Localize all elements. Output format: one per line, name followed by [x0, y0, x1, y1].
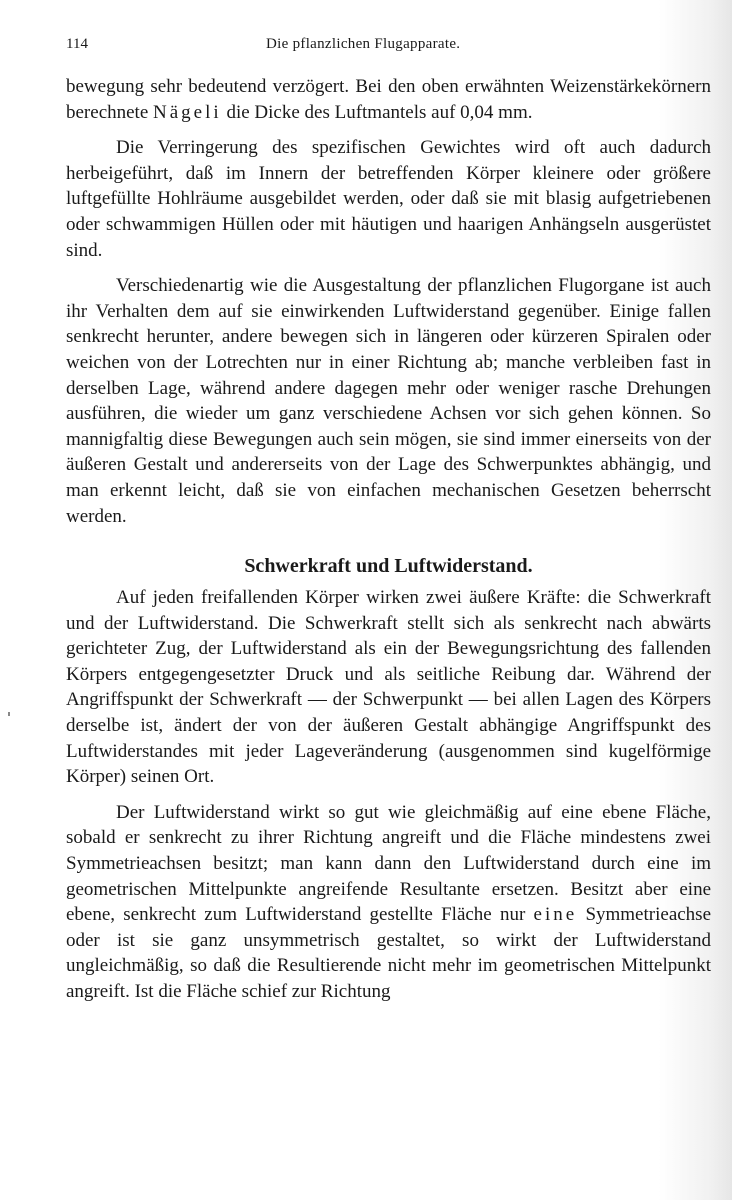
paragraph-text: bewegung sehr bedeutend verzögert. Bei den oben erwähnten Weizenstärkekörnern berechnete — [66, 76, 711, 123]
paragraph-specific-weight: Die Verringerung des spezifischen Gewichtes wird oft auch dadurch herbeigeführt, daß im Innern der betreffenden Körper kleinere oder größere luftgefüllte Hohlräume ausgebildet werden, oder daß sie mit blasig aufgetriebenen oder schwammigen Hüllen oder mit häutigen und haarigen Anhängseln ausgerüstet sind. — [66, 137, 711, 261]
emphasized-word: eine — [533, 904, 578, 926]
paragraph-text: Der Luftwiderstand wirkt so gut wie gleichmäßig auf eine ebene Fläche, sobald er senkrecht zu ihrer Richtung angreift und die Fläche mindestens zwei Symmetrieachsen besitzt; man kann dann den Luftwiderstand durch eine im geometrischen Mittelpunkte angreifende Resultante ersetzen. Besitzt aber eine ebene, senkrecht zum Luftwiderstand gestellte Fläche nur — [66, 801, 711, 926]
paragraph-text: Symmetrieachse oder ist sie ganz unsymmetrisch gestaltet, so wirkt der Luftwiderstand ungleichmäßig, so daß die Resultierende nicht mehr im geometrischen Mittelpunkt angreift. Ist die Fläche schief zur Richtung — [66, 904, 712, 1002]
paragraph-forces: Auf jeden freifallenden Körper wirken zwei äußere Kräfte: die Schwerkraft und der Luftwiderstand. Die Schwerkraft stellt sich als senkrecht nach abwärts gerichteter Zug, der Luftwiderstand als ein der Bewegungsrichtung des fallenden Körpers entgegengesetzter Druck und als seitliche Reibung dar. Während der Angriffspunkt der Schwerkraft — der Schwerpunkt — bei allen Lagen des Körpers derselbe ist, ändert der von der äußeren Gestalt abhängige Angriffspunkt des Luftwiderstandes mit jeder Lageveränderung (ausgenommen sind kugelförmige Körper) seinen Ort. — [66, 587, 711, 788]
page-number: 114 — [66, 36, 88, 52]
paragraph-text: die Dicke des Luftmantels auf 0,04 mm. — [226, 101, 533, 123]
page-body — [66, 74, 711, 1015]
running-title: Die pflanzlichen Flugapparate. — [266, 36, 461, 52]
page-header — [66, 36, 708, 56]
author-name: Nägeli — [153, 101, 222, 123]
paragraph-continuation — [66, 74, 711, 125]
paragraph-air-resistance — [66, 800, 711, 1005]
scan-speck — [8, 712, 10, 716]
paragraph-flight-behaviour: Verschiedenartig wie die Ausgestaltung der pflanzlichen Flugorgane ist auch ihr Verhalten dem auf sie einwirkenden Luftwiderstand gegenüber. Einige fallen senkrecht herunter, andere bewegen sich in längeren oder kürzeren Spiralen oder weichen von der Lotrechten nur in einer Richtung ab; manche verbleiben fast in derselben Lage, während andere dagegen mehr oder weniger rasche Drehungen ausführen, die wieder um ganz verschiedene Achsen vor sich gehen können. So mannigfaltig diese Bewegungen auch sein mögen, sie sind immer einerseits von der äußeren Gestalt und andererseits von der Lage des Schwerpunktes abhängig, und man erkennt leicht, daß sie von einfachen mechanischen Gesetzen beherrscht werden. — [66, 275, 711, 527]
section-heading: Schwerkraft und Luftwiderstand. — [244, 555, 533, 578]
